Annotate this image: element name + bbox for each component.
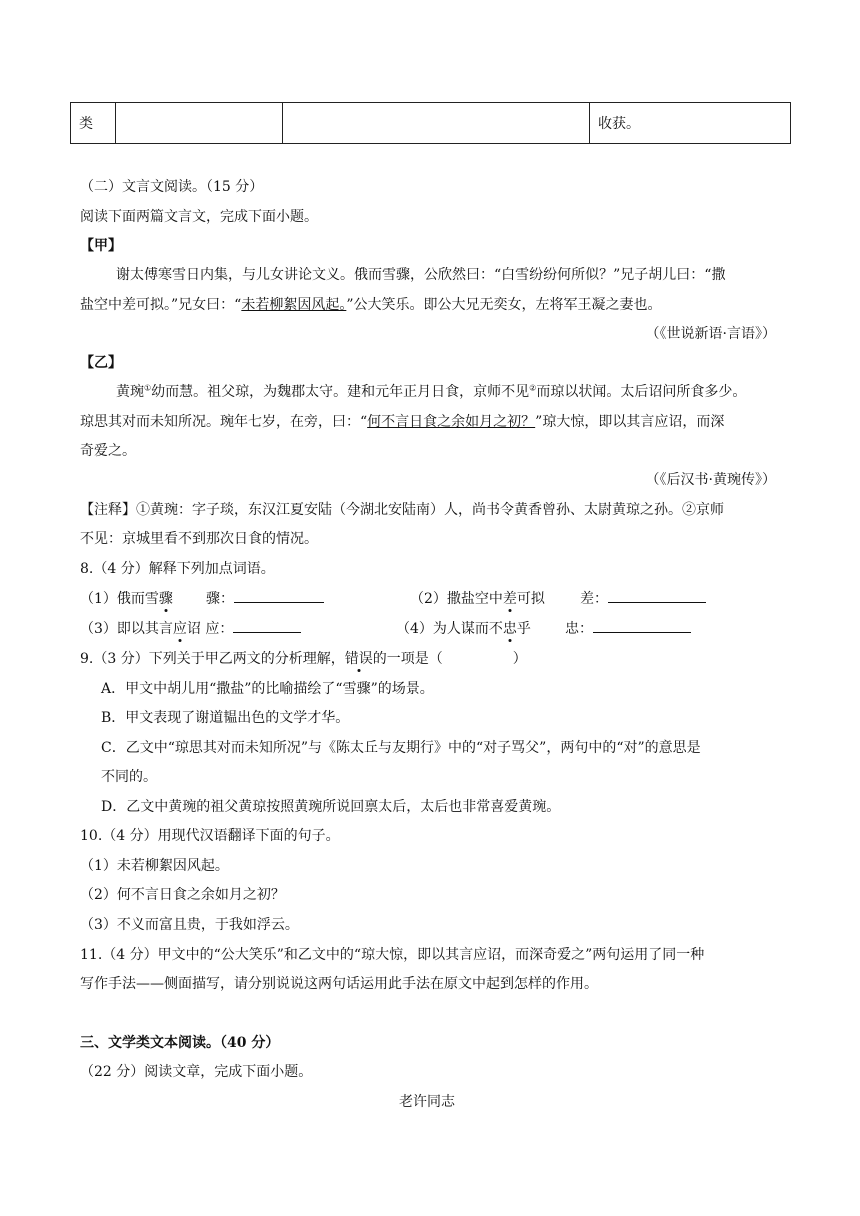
q9-option-a: A．甲文中胡儿用“撒盐”的比喻描绘了“雪骤”的场景。 [101, 681, 434, 697]
q8-item-3: （3）即以其言应诏 应： [80, 618, 301, 638]
question-11-line-1: 11.（4 分）甲文中的“公大笑乐”和乙文中的“琼大惊，即以其言应诏，而深奇爱之”两句运用了同一种 [80, 947, 705, 963]
passage-jia-line-2: 盐空中差可拟。”兄女曰：“未若柳絮因风起。”公大笑乐。即公大兄无奕女，左将军王凝之妻也。 [80, 297, 662, 313]
answer-blank[interactable] [608, 588, 706, 603]
section-3-heading: 三、文学类文本阅读。（40 分） [80, 1035, 280, 1051]
q10-sentence-1: （1）未若柳絮因风起。 [80, 858, 229, 874]
question-8-stem: 8.（4 分）解释下列加点词语。 [80, 561, 275, 577]
q8-item-2: （2）撒盐空中差可拟 [410, 591, 545, 607]
passage-jia-source: （《世说新语·言语》） [645, 326, 776, 342]
table-cell-harvest: 收获。 [590, 103, 791, 144]
q8-item-4-answer: 忠： [565, 618, 691, 638]
underlined-sentence-yi: 何不言日食之余如月之初？ [367, 414, 536, 430]
q8-item-1-answer: 骤： [206, 588, 324, 608]
passage-yi-line-1: 黄琬①幼而慧。祖父琼，为魏郡太守。建和元年正月日食，京师不见②而琼以状闻。太后诏问所食多少。 [116, 383, 747, 400]
answer-blank[interactable] [234, 588, 324, 603]
passage-jia-line-1: 谢太傅寒雪日内集，与儿女讲论文义。俄而雪骤，公欣然曰：“白雪纷纷何所似？”兄子胡儿曰：“撒 [116, 267, 726, 283]
q10-sentence-2: （2）何不言日食之余如月之初？ [80, 887, 285, 903]
q8-item-1: （1）俄而雪骤 [80, 591, 173, 607]
q8-item-2-answer: 差： [580, 588, 706, 608]
q9-option-b: B．甲文表现了谢道韫出色的文学才华。 [101, 710, 350, 726]
passage-yi-line-2: 琼思其对而未知所况。琬年七岁，在旁，曰：“何不言日食之余如月之初？”琼大惊，即以其言应诏，而深 [80, 414, 725, 430]
annotation-line-2: 不见：京城里看不到那次日食的情况。 [80, 531, 318, 547]
section-2-heading: （二）文言文阅读。（15 分） [80, 179, 264, 195]
section-3-intro: （22 分）阅读文章，完成下面小题。 [80, 1064, 313, 1080]
table-cell-empty-2 [283, 103, 590, 144]
q10-sentence-3: （3）不义而富且贵，于我如浮云。 [80, 917, 299, 933]
q9-option-c-cont: 不同的。 [101, 769, 157, 785]
table-cell-empty-1 [116, 103, 283, 144]
annotation-line-1: 【注释】①黄琬：字子琰，东汉江夏安陆（今湖北安陆南）人，尚书令黄香曾孙、太尉黄琼之孙。②京师 [80, 502, 724, 518]
q9-option-d: D．乙文中黄琬的祖父黄琼按照黄琬所说回禀太后，太后也非常喜爱黄琬。 [101, 799, 561, 815]
table-cell-category: 类 [71, 103, 116, 144]
underlined-sentence-jia: 未若柳絮因风起。 [241, 297, 347, 313]
question-11-line-2: 写作手法——侧面描写，请分别说说这两句话运用此手法在原文中起到怎样的作用。 [80, 976, 598, 992]
passage-yi-line-3: 奇爱之。 [80, 443, 136, 459]
answer-blank[interactable] [593, 618, 691, 633]
section-2-intro: 阅读下面两篇文言文，完成下面小题。 [80, 209, 318, 225]
passage-yi-label: 【乙】 [80, 355, 122, 371]
answer-blank[interactable] [233, 618, 301, 633]
passage-yi-source: （《后汉书·黄琬传》） [645, 472, 776, 488]
q8-item-4: （4）为人谋而不忠乎 [396, 621, 531, 637]
q9-option-c: C．乙文中“琼思其对而未知所况”与《陈太丘与友期行》中的“对子骂父”，两句中的“对”的意思是 [101, 740, 701, 756]
article-title: 老许同志 [399, 1094, 455, 1110]
question-10-stem: 10.（4 分）用现代汉语翻译下面的句子。 [80, 828, 340, 844]
passage-jia-label: 【甲】 [80, 238, 122, 254]
answer-table-row [70, 102, 791, 144]
question-9-stem: 9.（3 分）下列关于甲乙两文的分析理解，错误的一项是（ ） [80, 651, 527, 667]
